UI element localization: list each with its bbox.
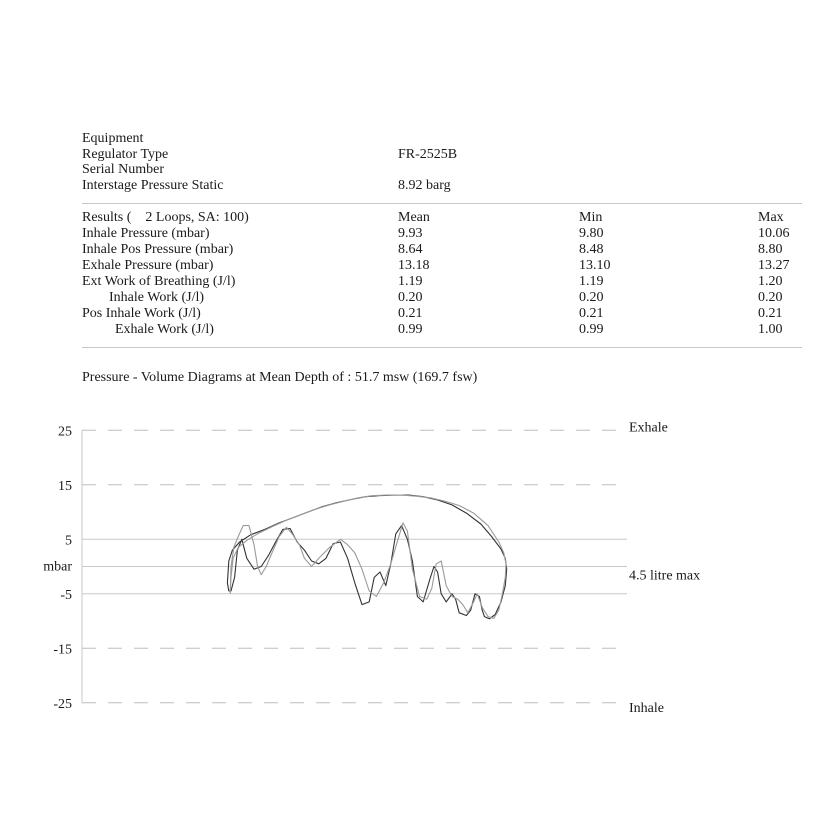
results-row-label: Ext Work of Breathing (J/l) xyxy=(82,274,236,289)
pv-loop-series-2 xyxy=(230,495,506,618)
results-row-label: Exhale Work (J/l) xyxy=(115,322,214,337)
info-label: Regulator Type xyxy=(82,146,169,162)
y-tick-label: -5 xyxy=(60,587,72,603)
info-value: FR-2525B xyxy=(398,146,458,162)
results-row-min: 8.48 xyxy=(579,242,604,257)
y-tick-label: 25 xyxy=(58,424,72,440)
results-row-mean: 1.19 xyxy=(398,274,423,289)
results-row-max: 0.20 xyxy=(758,290,783,305)
results-header-min: Min xyxy=(579,210,603,225)
info-label: Interstage Pressure Static xyxy=(82,177,224,193)
results-row-min: 0.99 xyxy=(579,322,604,337)
results-row-mean: 13.18 xyxy=(398,258,430,273)
label-inhale: Inhale xyxy=(629,700,664,716)
label-volume-max: 4.5 litre max xyxy=(629,568,701,584)
results-row-max: 10.06 xyxy=(758,226,790,241)
results-row-min: 0.20 xyxy=(579,290,604,305)
results-row-mean: 9.93 xyxy=(398,226,423,241)
results-row-label: Inhale Work (J/l) xyxy=(109,290,205,305)
results-row-min: 13.10 xyxy=(579,258,611,273)
y-axis-label: mbar xyxy=(43,559,72,575)
y-tick-label: -15 xyxy=(53,642,72,658)
results-header-mean: Mean xyxy=(398,210,430,225)
results-row-max: 8.80 xyxy=(758,242,783,257)
y-tick-label: -25 xyxy=(53,696,72,712)
results-row-mean: 0.99 xyxy=(398,322,423,337)
results-row-mean: 8.64 xyxy=(398,242,423,257)
results-row-label: Inhale Pos Pressure (mbar) xyxy=(82,242,234,257)
results-row-mean: 0.21 xyxy=(398,306,423,321)
results-row-min: 1.19 xyxy=(579,274,604,289)
results-header-label: Results ( 2 Loops, SA: 100) xyxy=(82,210,249,225)
results-row-min: 0.21 xyxy=(579,306,604,321)
results-row-label: Pos Inhale Work (J/l) xyxy=(82,306,201,321)
results-row-max: 1.20 xyxy=(758,274,783,289)
chart-title: Pressure - Volume Diagrams at Mean Depth of : 51.7 msw (169.7 fsw) xyxy=(82,370,478,385)
results-header-max: Max xyxy=(758,210,784,225)
label-exhale: Exhale xyxy=(629,420,668,436)
y-tick-label: 15 xyxy=(58,478,72,494)
info-value: 8.92 barg xyxy=(398,177,451,193)
y-tick-label: 5 xyxy=(65,533,72,549)
results-row-mean: 0.20 xyxy=(398,290,423,305)
info-label: Serial Number xyxy=(82,162,165,177)
pv-loop-series-1 xyxy=(227,495,506,619)
results-row-max: 13.27 xyxy=(758,258,790,273)
results-row-label: Exhale Pressure (mbar) xyxy=(82,258,214,273)
results-row-max: 1.00 xyxy=(758,322,783,337)
results-row-min: 9.80 xyxy=(579,226,604,241)
results-row-label: Inhale Pressure (mbar) xyxy=(82,226,210,241)
results-row-max: 0.21 xyxy=(758,306,783,321)
info-label: Equipment xyxy=(82,131,144,146)
